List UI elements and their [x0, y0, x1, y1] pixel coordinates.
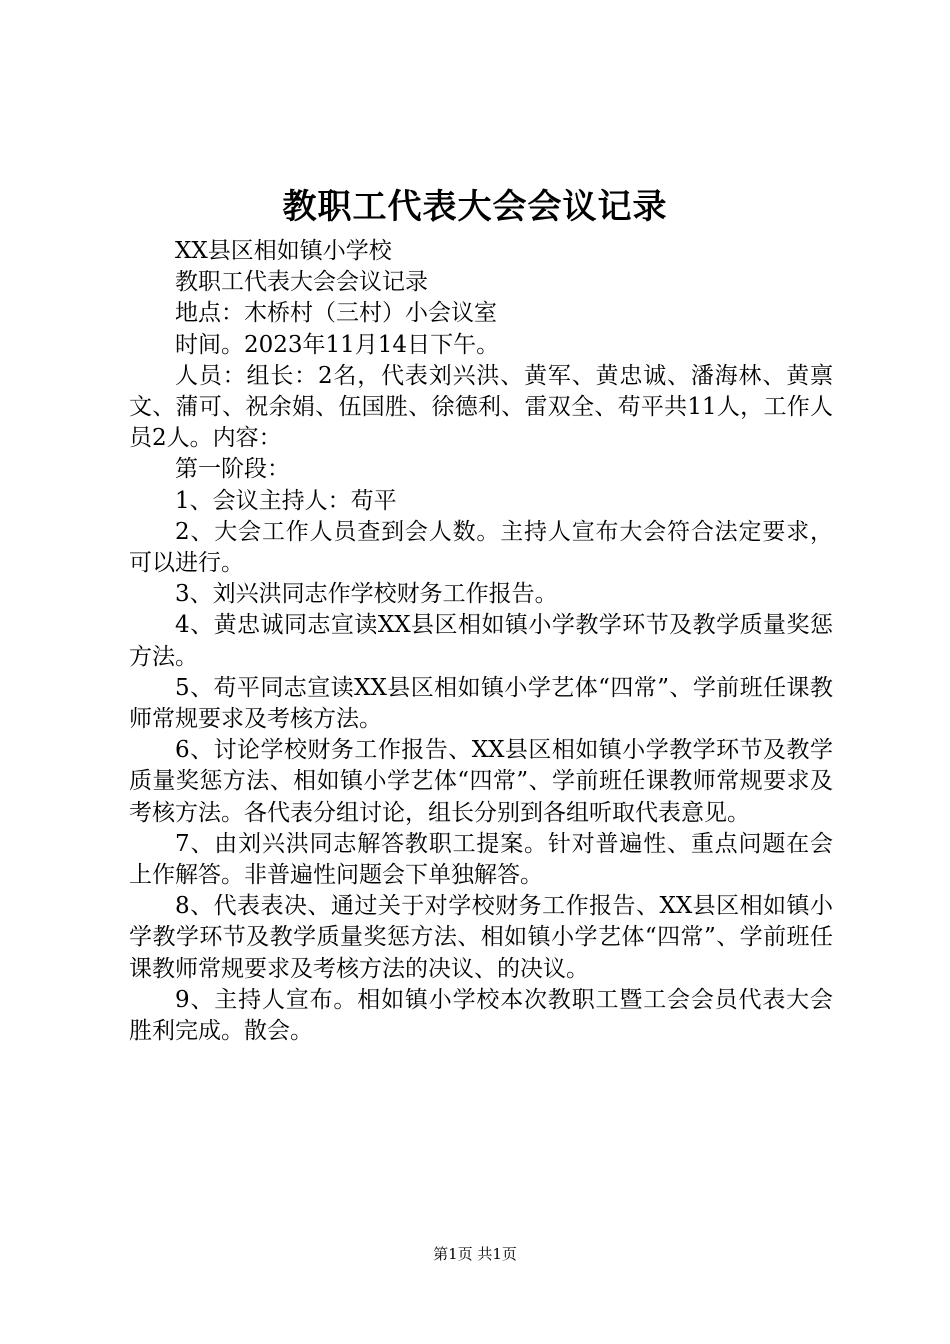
paragraph-item-7: 7、由刘兴洪同志解答教职工提案。针对普遍性、重点问题在会上作解答。非普遍性问题会下单独解答。 — [129, 830, 833, 889]
paragraph-item-4: 4、黄忠诚同志宣读XX县区相如镇小学教学环节及教学质量奖惩方法。 — [129, 612, 833, 670]
paragraph-item-8: 8、代表表决、通过关于对学校财务工作报告、XX县区相如镇小学教学环节及教学质量奖惩方法、相如镇小学艺体“四常”、学前班任课教师常规要求及考核方法的决议、的决议。 — [129, 893, 833, 982]
paragraph-item-6: 6、讨论学校财务工作报告、XX县区相如镇小学教学环节及教学质量奖惩方法、相如镇小学艺体“四常”、学前班任课教师常规要求及考核方法。各代表分组讨论，组长分别到各组听取代表意见。 — [129, 737, 833, 826]
document-body — [129, 236, 833, 1047]
paragraph-item-3: 3、刘兴洪同志作学校财务工作报告。 — [175, 581, 558, 608]
page-footer: 第1页 共1页 — [433, 1245, 517, 1263]
paragraph-location: 地点：木桥村（三村）小会议室 — [175, 300, 497, 327]
paragraph-school-name: XX县区相如镇小学校 — [175, 238, 392, 264]
paragraph-stage-one: 第一阶段： — [175, 456, 290, 483]
paragraph-item-9: 9、主持人宣布。相如镇小学校本次教职工暨工会会员代表大会胜利完成。散会。 — [129, 986, 833, 1045]
paragraph-time: 时间。2023年11月14日下午。 — [175, 331, 500, 358]
paragraph-item-1: 1、会议主持人：苟平 — [175, 487, 397, 514]
paragraph-attendees: 人员：组长：2名，代表刘兴洪、黄军、黄忠诚、潘海林、黄禀文、蒲可、祝余娟、伍国胜、徐德利、雷双全、苟平共11人，工作人员2人。内容： — [129, 362, 833, 452]
paragraph-record-title: 教职工代表大会会议记录 — [175, 269, 428, 296]
paragraph-item-2: 2、大会工作人员查到会人数。主持人宣布大会符合法定要求，可以进行。 — [129, 518, 833, 577]
paragraph-item-5: 5、苟平同志宣读XX县区相如镇小学艺体“四常”、学前班任课教师常规要求及考核方法。 — [129, 674, 833, 733]
document-title: 教职工代表大会会议记录 — [282, 187, 668, 227]
